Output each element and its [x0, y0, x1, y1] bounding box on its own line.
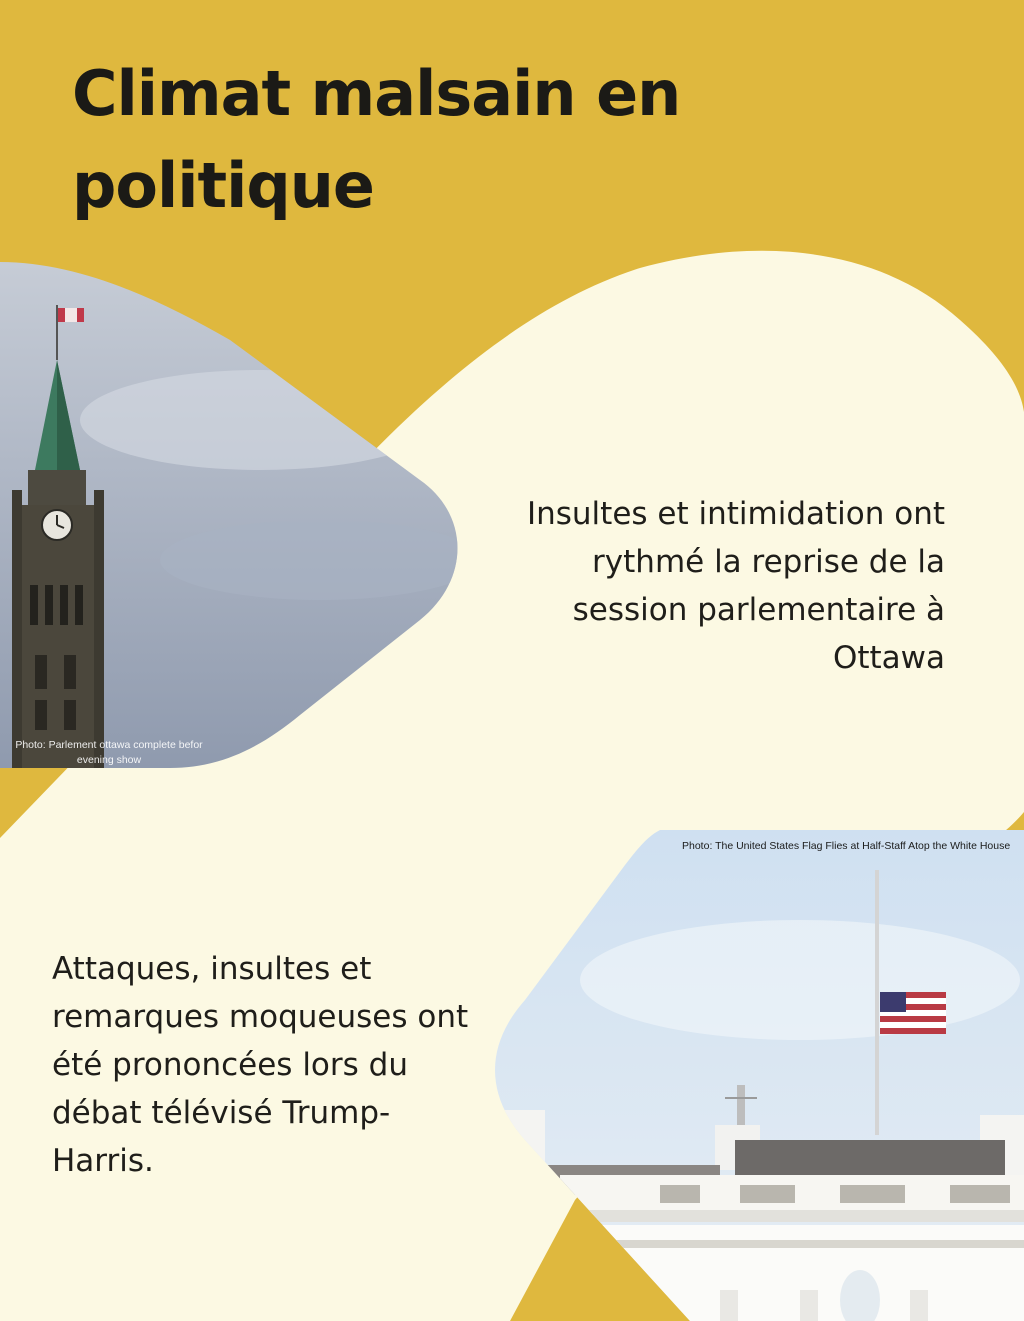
ottawa-photo-caption: Photo: Parlement ottawa complete befor evening show: [15, 739, 203, 766]
white-house-photo-caption: Photo: The United States Flag Flies at Half-Staff Atop the White House: [682, 840, 1011, 852]
page-title: Climat malsain en politique: [72, 57, 681, 222]
ottawa-paragraph: Insultes et intimidation ont rythmé la reprise de la session parlementaire à Ottawa: [526, 496, 945, 676]
debate-paragraph: Attaques, insultes et remarques moqueuses ont été prononcées lors du débat télévisé Trump-Harris.: [52, 951, 469, 1179]
